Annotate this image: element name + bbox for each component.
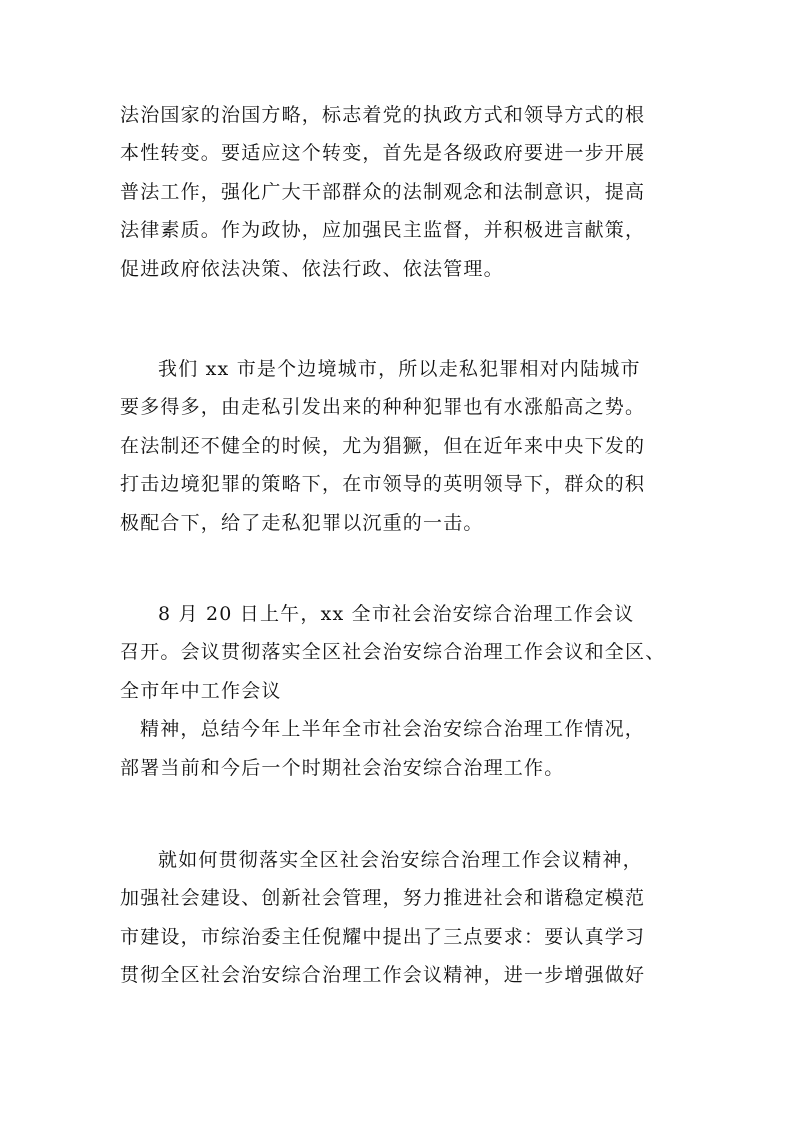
paragraph-line: 加强社会建设、创新社会管理，努力推进社会和谐稳定模范 [120,887,646,910]
paragraph-line: 法治国家的治国方略，标志着党的执政方式和领导方式的根 [120,104,646,126]
paragraph-line: 要多得多，由走私引发出来的种种犯罪也有水涨船高之势。 [120,396,646,419]
paragraph-line: 8 月 20 日上午，xx 全市社会治安综合治理工作会议 [158,603,635,625]
paragraph-line: 本性转变。要适应这个转变，首先是各级政府要进一步开展 [120,142,646,165]
paragraph-line: 全市年中工作会议 [120,679,282,702]
paragraph-4 [120,842,680,996]
paragraph-line: 法律素质。作为政协，应加强民主监督，并积极进言献策， [120,219,646,242]
paragraph-line: 在法制还不健全的时候，尤为猖獗，但在近年来中央下发的 [120,434,646,457]
paragraph-2 [120,351,680,543]
paragraph-line: 贯彻全区社会治安综合治理工作会议精神，进一步增强做好 [120,964,646,987]
paragraph-line: 普法工作，强化广大干部群众的法制观念和法制意识，提高 [120,180,646,203]
paragraph-line: 极配合下，给了走私犯罪以沉重的一击。 [120,511,484,534]
paragraph-1 [120,97,680,289]
paragraph-3 [120,596,680,788]
paragraph-line: 部署当前和今后一个时期社会治安综合治理工作。 [120,756,565,779]
paragraph-line: 精神，总结今年上半年全市社会治安综合治理工作情况， [140,718,646,741]
paragraph-line: 市建设，市综治委主任倪耀中提出了三点要求：要认真学习 [120,925,646,948]
paragraph-line: 就如何贯彻落实全区社会治安综合治理工作会议精神， [158,849,643,871]
paragraph-line: 打击边境犯罪的策略下，在市领导的英明领导下，群众的积 [120,473,646,496]
paragraph-line: 促进政府依法决策、依法行政、依法管理。 [120,257,504,280]
paragraph-line: 我们 xx 市是个边境城市，所以走私犯罪相对内陆城市 [158,358,641,380]
paragraph-line: 召开。会议贯彻落实全区社会治安综合治理工作会议和全区、 [120,641,666,664]
